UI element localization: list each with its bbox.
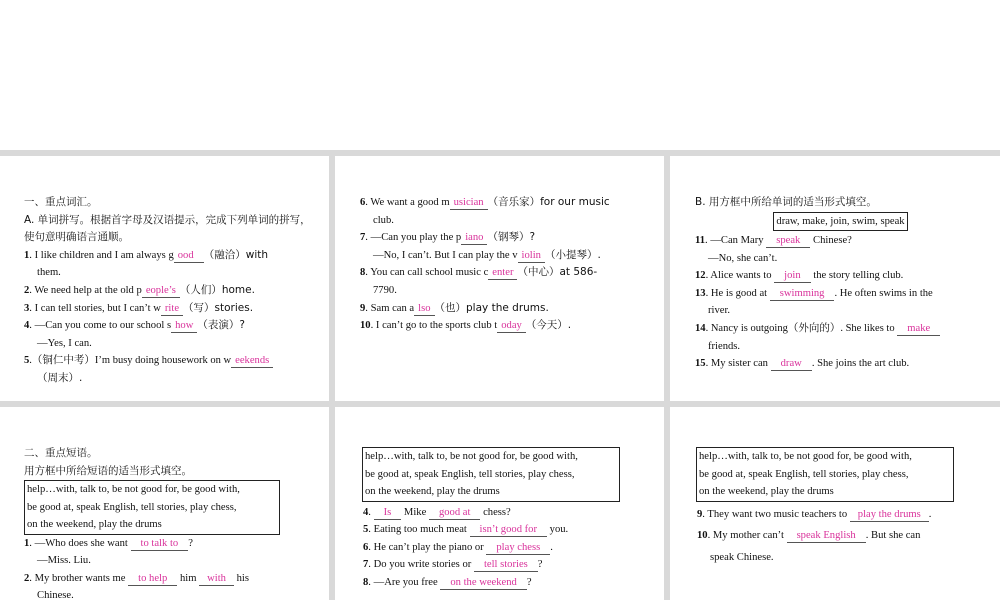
answer: swimming <box>770 287 835 301</box>
answer: ood <box>174 249 204 263</box>
question-15: 15. My sister can draw . She joins the art club. <box>695 358 910 370</box>
panel-vocabulary-a-cont: 6. We want a good m usician （音乐家）for our music club. 7. —Can you play the p iano （钢琴）? —No, I can’t. But I can play the v iolin （小提琴）. 8. You can call school music c enter （中心）at 586- 7790. 9. Sam can a lso （也）play the drums. 10. I can’t go to the sports club t oday （今天）. <box>335 156 664 401</box>
question-2: 2. We need help at the old p eople’s （人们）home. <box>24 283 255 296</box>
answer: to talk to <box>131 537 189 551</box>
panel-phrases-cont-2: help…with, talk to, be not good for, be good with, be good at, speak English, tell stories, play chess, on the weekend, play the drums 9. They want two music teachers to play the drums . 10. My mother can’t speak English . But she can speak Chinese. <box>670 407 1000 600</box>
answer: isn’t good for <box>470 523 547 537</box>
answer: speak English <box>787 529 866 543</box>
instruction: B. 用方框中所给单词的适当形式填空。 <box>695 196 877 208</box>
question-12: 12. Alice wants to join the story telling club. <box>695 270 904 282</box>
section-heading: 一、重点词汇。 <box>24 196 98 208</box>
panel-phrases-cont <box>335 407 664 600</box>
answer: eekends <box>231 354 273 368</box>
answer: oday <box>497 319 526 333</box>
answer: iolin <box>518 249 545 263</box>
question-9: 9. Sam can a lso （也）play the drums. <box>360 301 549 314</box>
answer: lso <box>414 302 434 316</box>
answer: good at <box>429 506 480 520</box>
answer: play chess <box>486 541 550 555</box>
answer: join <box>774 269 810 283</box>
question-10: 10. My mother can’t speak English . But she can <box>697 530 921 542</box>
panel-vocabulary-b: B. 用方框中所给单词的适当形式填空。 draw, make, join, swim, speak 11. —Can Mary speak Chinese? —No, she can’t. 12. Alice wants to join the story telling club. 13. He is good at swimming . He often swims in the river. 14. Nancy is outgoing（外向的）. She likes to make friends. 15. My sister can draw . She joins the art club. <box>670 156 1000 401</box>
question-8: 8. —Are you free on the weekend ? <box>363 576 532 588</box>
instruction: A. 单词拼写。根据首字母及汉语提示，完成下列单词的拼写，使句意明确语言通顺。 <box>24 213 311 244</box>
answer: Is <box>374 506 402 520</box>
question-3: 3. I can tell stories, but I can’t w rite （写）stories. <box>24 301 254 314</box>
question-7: 7. —Can you play the p iano （钢琴）? <box>360 231 536 244</box>
question-14: 14. Nancy is outgoing（外向的）. She likes to make <box>695 320 986 338</box>
answer: tell stories <box>474 558 538 572</box>
answer: rite <box>161 302 183 316</box>
question-5: 5. Eating too much meat isn’t good for you. <box>363 524 569 536</box>
question-1: 1. I like children and I am always g ood （融洽）with <box>24 248 269 261</box>
answer: on the weekend <box>440 576 526 590</box>
question-4: 4. Is Mike good at chess? <box>363 506 511 518</box>
worksheet-grid <box>0 150 1000 600</box>
answer: how <box>171 319 197 333</box>
question-10: 10. I can’t go to the sports club t oday （今天）. <box>360 319 572 332</box>
section-heading: 二、重点短语。 <box>24 447 98 459</box>
question-9: 9. They want two music teachers to play the drums . <box>697 508 932 520</box>
question-6: 6. We want a good m usician （音乐家）for our music <box>360 196 610 208</box>
answer: with <box>199 572 234 586</box>
question-5: 5.（铜仁中考）I’m busy doing housework on w eekends <box>24 352 315 370</box>
phrase-box: help…with, talk to, be not good for, be good with, be good at, speak English, tell stories, play chess, on the weekend, play the drums <box>362 447 620 502</box>
answer: speak <box>766 234 810 248</box>
question-1: 1. —Who does she want to talk to ? <box>24 537 193 549</box>
phrase-box: help…with, talk to, be not good for, be good with, be good at, speak English, tell stories, play chess, on the weekend, play the drums <box>696 447 954 502</box>
panel-phrases: 二、重点短语。 用方框中所给短语的适当形式填空。 help…with, talk to, be not good for, be good with, be good at, speak English, tell stories, play chess, on the weekend, play the drums 1. —Who does she want to talk to ? —Miss. Liu. 2. My brother wants me to help him with his Chinese. <box>0 407 329 600</box>
question-11: 11. —Can Mary speak Chinese? <box>695 235 852 247</box>
panel-vocabulary-a: 一、重点词汇。 A. 单词拼写。根据首字母及汉语提示，完成下列单词的拼写，使句意明确语言通顺。 1. I like children and I am always g ood （融洽）with them. 2. We need help at the old p eople’s （人们）home. 3. I can tell stories, but I can’t w rite （写）stories. 4. —Can you come to our school s how （表演）? —Yes, I can. 5.（铜仁中考）I’m busy doing housework on w eekends （周末）. <box>0 156 329 401</box>
answer: usician <box>450 196 488 210</box>
question-6: 6. He can’t play the piano or play chess . <box>363 541 553 553</box>
instruction: 用方框中所给短语的适当形式填空。 <box>24 464 192 477</box>
answer: to help <box>128 572 177 586</box>
word-box: draw, make, join, swim, speak <box>773 212 907 232</box>
answer: make <box>897 322 940 336</box>
answer: play the drums <box>850 508 929 522</box>
answer: draw <box>771 357 812 371</box>
question-7: 7. Do you write stories or tell stories ? <box>363 559 543 571</box>
question-4: 4. —Can you come to our school s how （表演）? <box>24 319 245 332</box>
answer: eople’s <box>142 284 180 298</box>
question-2: 2. My brother wants me to help him with his <box>24 572 249 584</box>
answer: iano <box>461 231 487 245</box>
phrase-box: help…with, talk to, be not good for, be good with, be good at, speak English, tell stories, play chess, on the weekend, play the drums <box>24 480 280 535</box>
question-8: 8. You can call school music c enter （中心）at 586- <box>360 266 598 279</box>
question-13: 13. He is good at swimming . He often swims in the <box>695 287 933 299</box>
answer: enter <box>488 266 517 280</box>
